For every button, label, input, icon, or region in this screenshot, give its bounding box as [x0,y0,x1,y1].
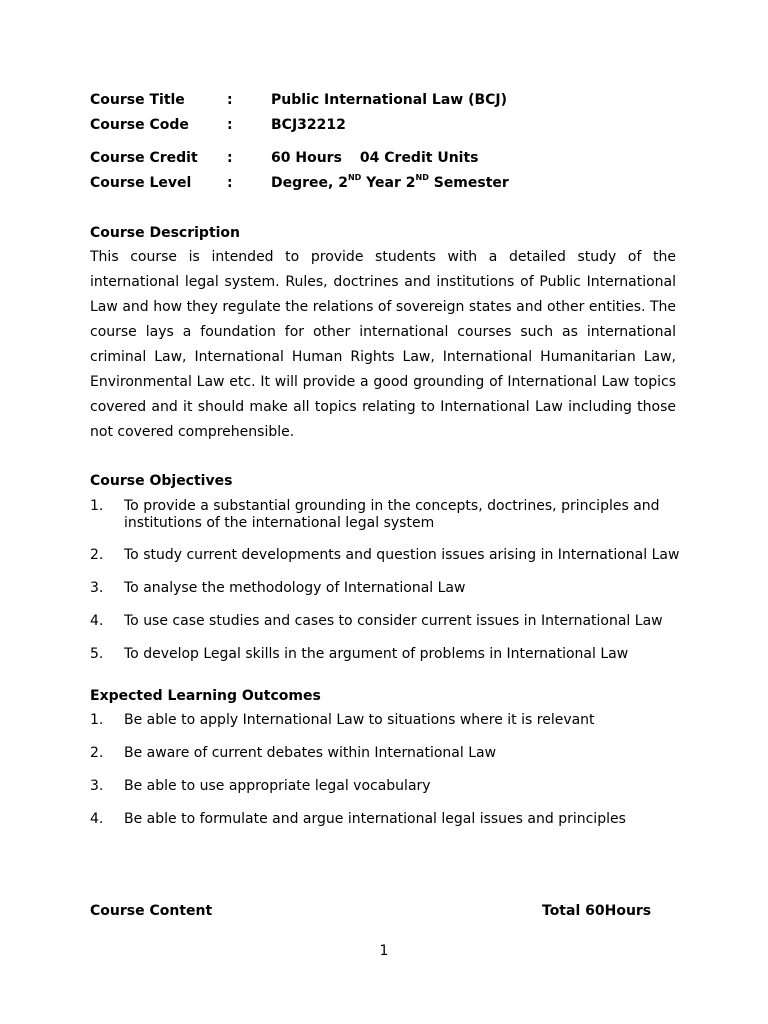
list-item-number: 3. [90,580,104,596]
course-code-value: BCJ32212 [271,117,346,133]
page-number: 1 [379,943,389,959]
level-superscript: ND [347,173,362,182]
course-code-row [90,115,690,135]
course-level-value [271,173,509,193]
list-item-text: Be able to formulate and argue international legal issues and principles [124,811,626,827]
level-degree: Degree, 2 [271,175,348,191]
course-description-heading: Course Description [90,225,241,241]
colon: : [227,150,233,166]
list-item-number: 5. [90,646,104,662]
list-item-text: To provide a substantial grounding in the concepts, doctrines, principles and institutions of the international legal system [124,498,660,531]
credit-hours: 60 Hours [271,150,342,166]
course-credit-label: Course Credit [90,150,198,166]
course-level-row [90,173,690,193]
list-item-number: 3. [90,778,104,794]
list-item-number: 2. [90,745,104,761]
level-year: Year 2 [361,175,416,191]
list-item-number: 1. [90,712,104,728]
list-item-text: Be aware of current debates within International Law [124,745,497,761]
course-level-label: Course Level [90,175,192,191]
course-title-label: Course Title [90,92,185,108]
credit-units: 04 Credit Units [359,150,479,166]
course-content-total: Total 60Hours [542,903,652,919]
course-content-heading: Course Content [90,903,213,919]
list-item-number: 4. [90,613,104,629]
colon: : [227,175,233,191]
list-item-text: Be able to use appropriate legal vocabulary [124,778,431,794]
course-description-text: This course is intended to provide students with a detailed study of the international legal system. Rules, doctrines and institutions of Public International Law and how they regulate the relations of sovereign states and other entities. The course lays a foundation for other international courses such as international criminal Law, International Human Rights Law, International Humanitarian Law, Environmental Law etc. It will provide a good grounding of International Law topics covered and it should make all topics relating to International Law including those not covered comprehensible. [90,249,676,440]
list-item-text: To use case studies and cases to consider current issues in International Law [124,613,663,629]
list-item-number: 2. [90,547,104,563]
level-semester: Semester [428,175,509,191]
list-item-text: Be able to apply International Law to situations where it is relevant [124,712,595,728]
course-credit-value [271,148,478,168]
learning-outcomes-heading: Expected Learning Outcomes [90,688,321,704]
course-objectives-heading: Course Objectives [90,473,233,489]
list-item-text: To study current developments and question issues arising in International Law [124,547,680,563]
course-credit-row [90,148,690,168]
list-item-text: To develop Legal skills in the argument of problems in International Law [124,646,629,662]
course-title-value: Public International Law (BCJ) [271,92,508,108]
course-title-row [90,90,690,110]
level-superscript: ND [415,173,429,182]
list-item-text: To analyse the methodology of International Law [124,580,466,596]
course-code-label: Course Code [90,117,189,133]
list-item-number: 1. [90,498,104,514]
colon: : [227,92,233,108]
list-item-number: 4. [90,811,104,827]
colon: : [227,117,233,133]
